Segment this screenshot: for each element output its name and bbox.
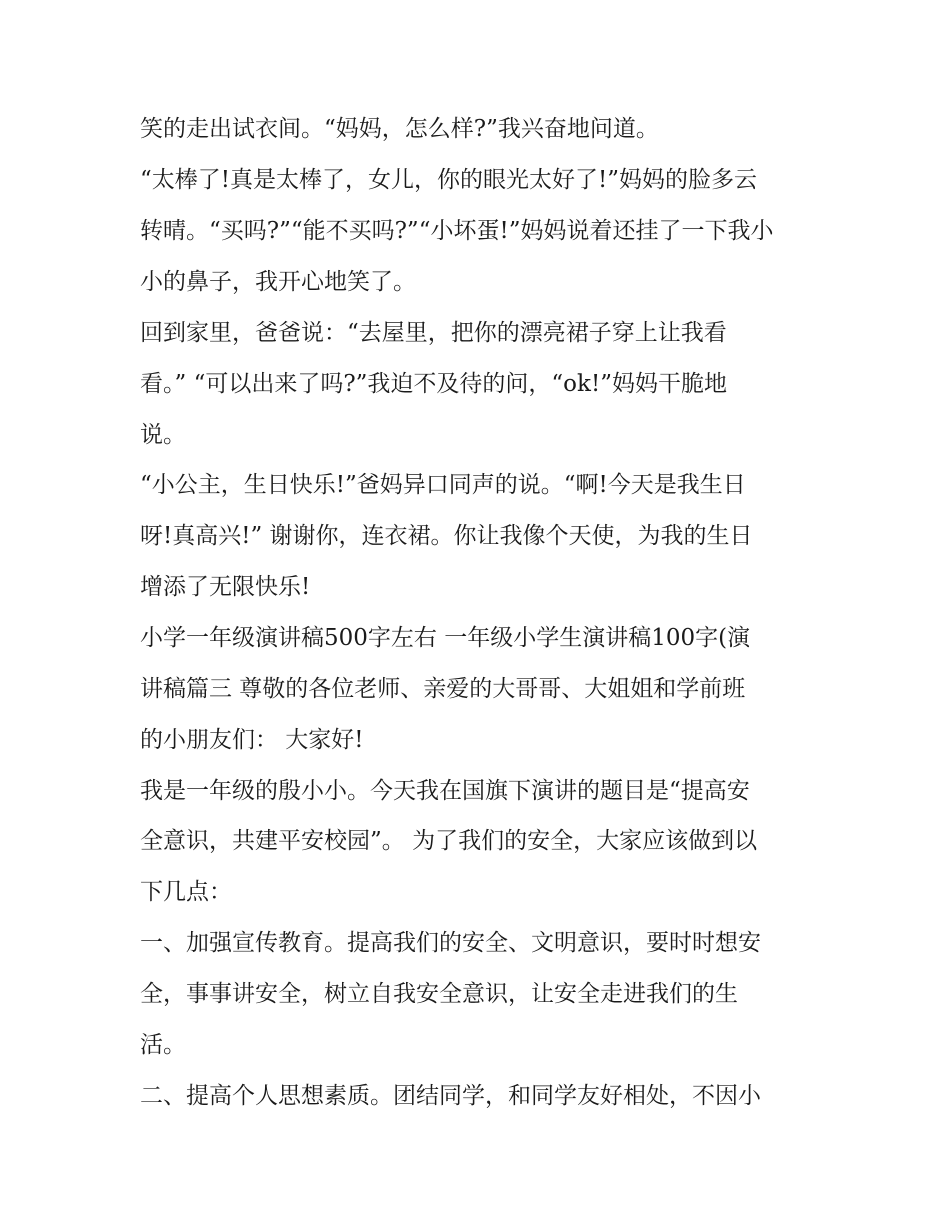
text-line: 小的鼻子，我开心地笑了。 (140, 269, 416, 295)
text-line: 活。 (140, 1032, 186, 1058)
text-line: 看。” “可以出来了吗?”我迫不及待的问，“ok!”妈妈干脆地 (140, 371, 727, 397)
text-line: 全，事事讲安全，树立自我安全意识，让安全走进我们的生 (140, 981, 738, 1007)
text-line: “太棒了!真是太棒了，女儿，你的眼光太好了!”妈妈的脸多云 (140, 167, 758, 193)
text-line: 一、加强宣传教育。提高我们的安全、文明意识，要时时想安 (140, 930, 761, 956)
text-line: “小公主，生日快乐!”爸妈异口同声的说。“啊!今天是我生日 (140, 472, 746, 498)
text-line: 小学一年级演讲稿500字左右 一年级小学生演讲稿100字(演 (140, 625, 751, 651)
text-line: 呀!真高兴!” 谢谢你，连衣裙。你让我像个天使，为我的生日 (140, 523, 753, 549)
text-line: 下几点： (140, 879, 232, 905)
text-line: 的小朋友们： 大家好! (140, 727, 364, 753)
text-line: 说。 (140, 422, 186, 448)
text-line: 笑的走出试衣间。“妈妈，怎么样?”我兴奋地问道。 (140, 116, 659, 142)
text-line: 二、提高个人思想素质。团结同学，和同学友好相处，不因小 (140, 1083, 761, 1109)
text-line: 全意识，共建平安校园”。 为了我们的安全，大家应该做到以 (140, 828, 758, 854)
text-line: 增添了无限快乐! (140, 574, 311, 600)
text-line: 我是一年级的殷小小。今天我在国旗下演讲的题目是“提高安 (140, 778, 750, 804)
text-line: 回到家里，爸爸说：“去屋里，把你的漂亮裙子穿上让我看 (140, 320, 727, 346)
text-line: 转晴。“买吗?”“能不买吗?”“小坏蛋!”妈妈说着还挂了一下我小 (140, 218, 774, 244)
text-line: 讲稿篇三 尊敬的各位老师、亲爱的大哥哥、大姐姐和学前班 (140, 676, 746, 702)
